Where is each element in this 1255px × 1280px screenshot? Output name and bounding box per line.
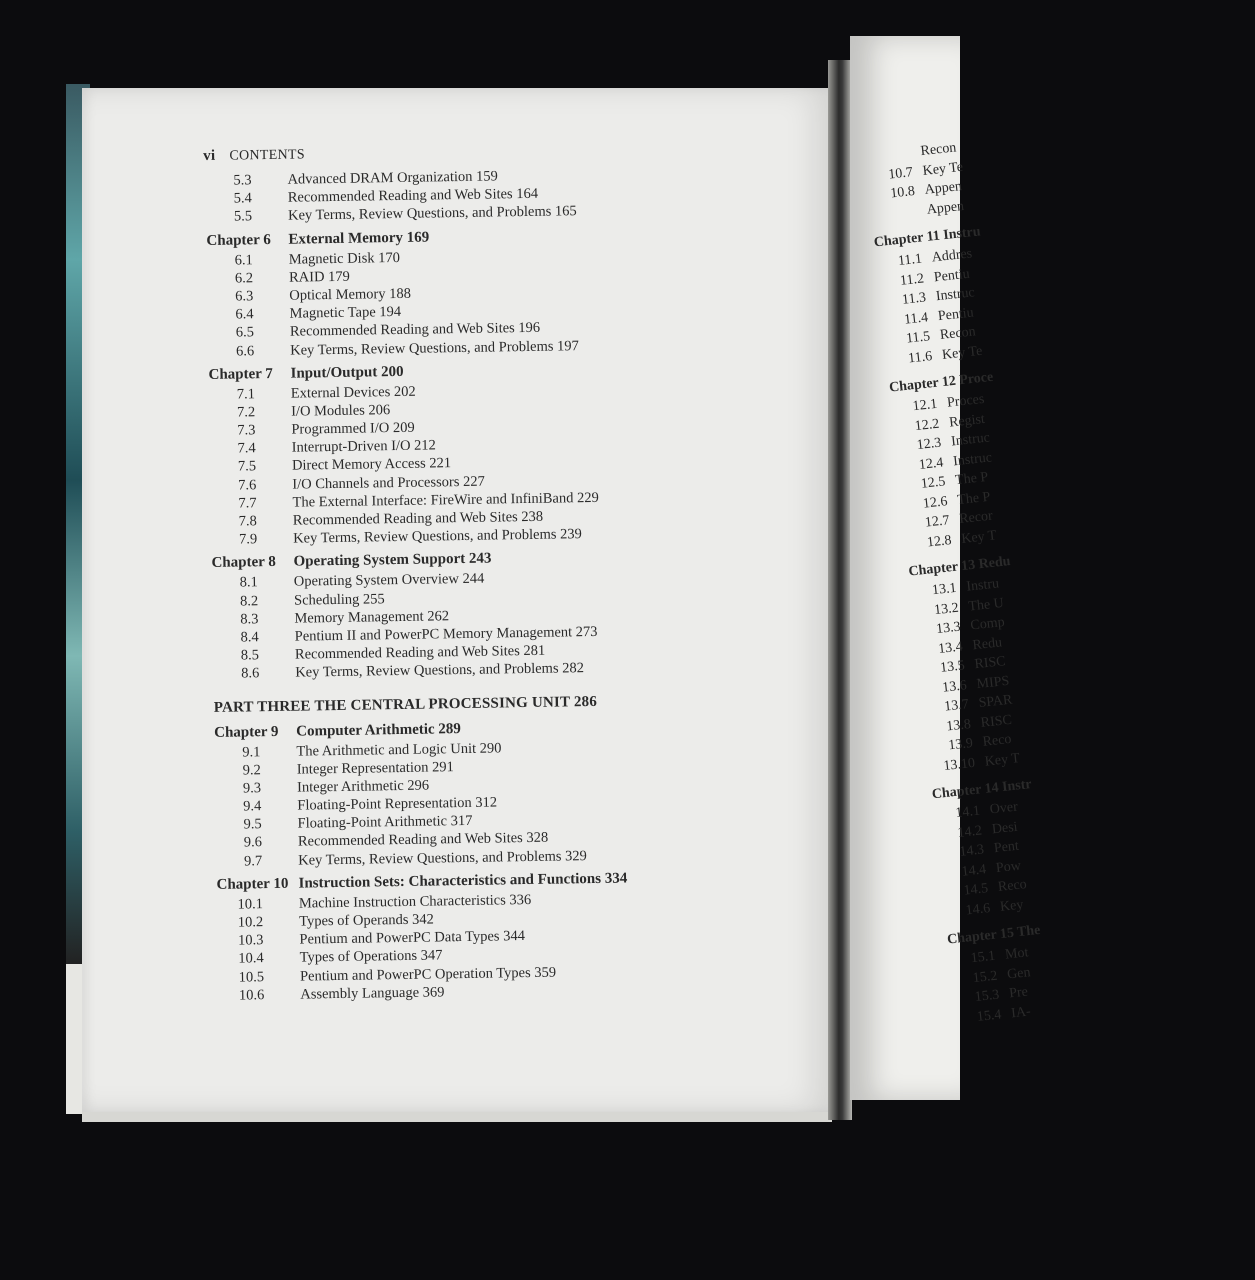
right-section-number: 14.2 bbox=[956, 822, 983, 841]
section-title: Integer Representation 291 bbox=[296, 758, 454, 778]
section-title: Key Terms, Review Questions, and Problems 165 bbox=[287, 203, 577, 225]
right-section-number: 12.8 bbox=[926, 532, 953, 551]
right-section-number: 11.4 bbox=[903, 309, 929, 328]
chapter-label: Chapter 6 bbox=[206, 231, 271, 249]
right-section-title: Redu bbox=[971, 634, 1003, 653]
right-section-number: 14.5 bbox=[962, 881, 989, 899]
right-section-number: 12.4 bbox=[918, 454, 945, 473]
right-toc-chapter-heading: Chapter 15 The bbox=[946, 922, 1042, 948]
toc-chapter-block bbox=[208, 354, 811, 549]
right-page-content bbox=[864, 117, 1255, 1030]
section-number: 7.8 bbox=[238, 513, 257, 530]
right-toc-chapter-heading: Chapter 13 Redu bbox=[907, 553, 1012, 580]
section-title: I/O Modules 206 bbox=[291, 401, 391, 420]
chapter-title: External Memory 169 bbox=[288, 229, 430, 248]
section-number: 8.6 bbox=[241, 665, 260, 682]
section-number: 10.4 bbox=[238, 950, 264, 967]
right-section-title: Mot bbox=[1004, 945, 1030, 963]
section-title: Floating-Point Arithmetic 317 bbox=[297, 813, 473, 832]
section-title: Recommended Reading and Web Sites 164 bbox=[287, 185, 539, 206]
section-number: 10.2 bbox=[237, 914, 264, 931]
section-number: 7.4 bbox=[237, 440, 256, 457]
chapter-title: Operating System Support 243 bbox=[293, 550, 492, 571]
right-section-title: Appen bbox=[926, 198, 965, 218]
section-title: Magnetic Tape 194 bbox=[289, 304, 402, 322]
section-number: 9.3 bbox=[242, 780, 262, 797]
section-number: 7.9 bbox=[238, 531, 258, 548]
section-title: Floating-Point Representation 312 bbox=[297, 794, 498, 814]
section-title: Types of Operands 342 bbox=[299, 911, 434, 930]
right-section-title: SPAR bbox=[977, 692, 1014, 712]
right-section-title: Key T bbox=[984, 750, 1021, 770]
right-section-title: Key bbox=[999, 897, 1025, 915]
right-section-title: Desi bbox=[991, 819, 1019, 837]
right-section-number: 13.1 bbox=[931, 580, 958, 599]
toc-list bbox=[205, 163, 813, 684]
right-section-number bbox=[871, 214, 917, 219]
right-section-number: 12.1 bbox=[912, 396, 938, 415]
section-number: 10.6 bbox=[238, 986, 265, 1004]
section-title: I/O Channels and Processors 227 bbox=[292, 473, 485, 493]
left-page-content bbox=[205, 139, 818, 1008]
right-section-title: Instruc bbox=[950, 430, 991, 450]
section-title: Recommended Reading and Web Sites 196 bbox=[289, 320, 541, 341]
toc-chapter-block bbox=[211, 543, 813, 684]
right-section-number: 12.3 bbox=[916, 435, 943, 454]
right-section-number: 12.6 bbox=[922, 493, 949, 512]
section-title: Assembly Language 369 bbox=[300, 984, 445, 1003]
right-section-title: RISC bbox=[973, 654, 1007, 673]
section-title: Integer Arithmetic 296 bbox=[296, 777, 430, 796]
right-section-title: Instruc bbox=[952, 449, 993, 469]
chapter-label: Chapter 8 bbox=[211, 554, 276, 572]
section-number: 5.3 bbox=[233, 172, 252, 189]
right-section-title: Key Te bbox=[941, 343, 983, 363]
right-section-number: 12.7 bbox=[924, 513, 951, 531]
section-title: Types of Operations 347 bbox=[299, 947, 443, 966]
section-title: Key Terms, Review Questions, and Problems 197 bbox=[290, 337, 579, 359]
section-number: 6.6 bbox=[235, 342, 255, 360]
chapter-label: Chapter 10 bbox=[216, 875, 289, 893]
right-section-number: 10.8 bbox=[889, 183, 916, 202]
section-number: 8.4 bbox=[240, 629, 259, 646]
section-title: The Arithmetic and Logic Unit 290 bbox=[296, 739, 502, 760]
section-number: 7.2 bbox=[236, 404, 256, 421]
right-section-title: Key Te bbox=[921, 159, 964, 179]
right-section-title: RISC bbox=[979, 712, 1013, 731]
section-title: The External Interface: FireWire and InfiniBand 229 bbox=[292, 489, 599, 511]
chapter-title: Instruction Sets: Characteristics and Functions 334 bbox=[298, 870, 628, 892]
right-section-number: 15.4 bbox=[976, 1006, 1003, 1025]
right-section-number: 15.3 bbox=[974, 987, 1001, 1006]
section-title: Scheduling 255 bbox=[293, 590, 385, 609]
section-title: RAID 179 bbox=[288, 268, 350, 286]
section-title: Machine Instruction Characteristics 336 bbox=[298, 891, 532, 912]
section-number: 6.3 bbox=[235, 288, 254, 305]
section-number: 7.1 bbox=[236, 385, 255, 403]
right-section-number: 13.10 bbox=[942, 755, 976, 774]
section-title: Direct Memory Access 221 bbox=[291, 455, 452, 475]
section-number: 5.4 bbox=[233, 190, 252, 207]
section-number: 6.5 bbox=[235, 324, 255, 341]
right-section-number: 14.1 bbox=[954, 803, 981, 822]
right-section-title: Pow bbox=[995, 858, 1022, 876]
right-section-title: The U bbox=[967, 595, 1005, 615]
section-number: 7.6 bbox=[238, 476, 257, 494]
right-section-number: 13.9 bbox=[947, 735, 974, 754]
section-title: Recommended Reading and Web Sites 328 bbox=[297, 830, 549, 851]
right-section-title: Instruc bbox=[935, 285, 976, 305]
right-section-number: 13.7 bbox=[943, 697, 970, 715]
right-section-number: 14.3 bbox=[958, 842, 985, 860]
right-section-number: 11.2 bbox=[899, 270, 925, 289]
section-title: Interrupt-Driven I/O 212 bbox=[291, 437, 436, 456]
right-section-number: 14.4 bbox=[960, 861, 987, 880]
right-toc-chapter-heading: Chapter 12 Proce bbox=[888, 369, 994, 396]
section-title: Memory Management 262 bbox=[294, 607, 450, 627]
right-section-number: 13.2 bbox=[933, 600, 960, 618]
section-title: Key Terms, Review Questions, and Problems 329 bbox=[298, 847, 587, 869]
section-title: Pentium and PowerPC Operation Types 359 bbox=[299, 964, 557, 985]
section-number: 8.5 bbox=[240, 647, 260, 664]
chapter-label: Chapter 7 bbox=[208, 365, 273, 383]
right-section-number: 11.3 bbox=[901, 290, 927, 308]
section-number: 9.1 bbox=[242, 743, 261, 760]
right-section-number: 12.5 bbox=[920, 474, 947, 492]
section-number: 8.1 bbox=[239, 574, 258, 591]
section-title: Recommended Reading and Web Sites 281 bbox=[294, 642, 546, 663]
section-title: Magnetic Disk 170 bbox=[288, 249, 401, 268]
toc-chapter-block bbox=[216, 864, 818, 1005]
right-section-title: The P bbox=[954, 469, 989, 489]
section-title: Optical Memory 188 bbox=[289, 285, 412, 304]
section-number: 6.2 bbox=[234, 270, 254, 287]
right-section-title: MIPS bbox=[975, 673, 1010, 692]
section-number: 10.3 bbox=[237, 932, 264, 949]
right-section-title: Key T bbox=[960, 527, 998, 547]
chapter-label: Chapter 9 bbox=[214, 723, 279, 741]
right-section-number: 13.5 bbox=[939, 658, 966, 676]
right-section-title: Appen bbox=[923, 179, 963, 198]
right-section-number bbox=[865, 156, 911, 161]
right-section-title: Pent bbox=[993, 838, 1020, 857]
section-number: 8.3 bbox=[240, 610, 259, 628]
right-section-title: Regist bbox=[948, 411, 986, 431]
section-title: Key Terms, Review Questions, and Problems 239 bbox=[293, 526, 582, 547]
section-number: 10.5 bbox=[238, 968, 265, 986]
section-title: Key Terms, Review Questions, and Problems 282 bbox=[295, 660, 585, 681]
right-page bbox=[850, 36, 1042, 1100]
book-gutter bbox=[828, 60, 852, 1120]
toc-chapter-block bbox=[205, 163, 806, 227]
right-section-title: IA- bbox=[1010, 1003, 1032, 1021]
section-number: 7.5 bbox=[237, 458, 257, 475]
right-section-title: Gen bbox=[1006, 964, 1032, 983]
right-section-number: 15.2 bbox=[972, 968, 999, 986]
right-section-title: Reco bbox=[981, 731, 1013, 750]
section-title: Operating System Overview 244 bbox=[293, 571, 485, 591]
right-section-number: 11.1 bbox=[897, 251, 923, 270]
right-section-title: Over bbox=[989, 799, 1019, 818]
section-number: 6.1 bbox=[234, 251, 253, 269]
right-section-title: Proces bbox=[946, 391, 986, 411]
page-number: vi bbox=[203, 147, 216, 165]
right-section-title: Recon bbox=[919, 140, 958, 160]
right-section-number: 13.4 bbox=[937, 638, 964, 657]
right-section-title: Pre bbox=[1008, 984, 1029, 1002]
part-heading: PART THREE THE CENTRAL PROCESSING UNIT 286 bbox=[213, 693, 598, 716]
right-section-number: 12.2 bbox=[914, 416, 941, 434]
right-section-title: Addres bbox=[931, 246, 973, 266]
section-title: Pentium and PowerPC Data Types 344 bbox=[299, 928, 526, 948]
section-title: External Devices 202 bbox=[290, 383, 416, 402]
right-section-number: 14.6 bbox=[964, 900, 991, 918]
section-number: 7.3 bbox=[237, 422, 256, 439]
section-title: Programmed I/O 209 bbox=[291, 419, 415, 438]
toc-chapter-block bbox=[214, 712, 816, 871]
section-title: Advanced DRAM Organization 159 bbox=[287, 168, 498, 188]
right-section-title: Reco bbox=[997, 877, 1028, 895]
section-number: 8.2 bbox=[239, 592, 259, 610]
chapter-title: Input/Output 200 bbox=[290, 363, 404, 382]
right-section-number: 11.6 bbox=[907, 348, 933, 366]
right-section-title: Instru bbox=[965, 576, 1000, 595]
section-number: 9.7 bbox=[243, 852, 263, 870]
right-section-number: 15.1 bbox=[970, 948, 996, 967]
right-section-title: Pentiu bbox=[933, 266, 971, 285]
section-number: 9.6 bbox=[243, 834, 263, 851]
chapter-title: Computer Arithmetic 289 bbox=[296, 720, 461, 740]
section-number: 7.7 bbox=[238, 495, 257, 512]
section-number: 6.4 bbox=[235, 306, 254, 323]
right-section-number: 13.6 bbox=[941, 677, 968, 696]
right-toc-chapter-heading: Chapter 11 Instru bbox=[873, 224, 982, 251]
section-title: Recommended Reading and Web Sites 238 bbox=[292, 508, 544, 529]
right-section-number: 11.5 bbox=[905, 329, 931, 347]
right-section-title: Pentiu bbox=[937, 304, 975, 324]
section-title: Pentium II and PowerPC Memory Management 273 bbox=[294, 623, 598, 645]
right-section-title: The P bbox=[956, 489, 991, 508]
section-number: 9.5 bbox=[243, 816, 262, 833]
section-number: 9.4 bbox=[243, 798, 262, 815]
right-section-number: 13.3 bbox=[935, 619, 962, 638]
right-section-title: Comp bbox=[969, 614, 1006, 634]
toc-chapter-block bbox=[206, 220, 808, 361]
right-toc-chapter-heading: Chapter 14 Instr bbox=[931, 777, 1033, 803]
right-section-title: Recon bbox=[939, 324, 977, 344]
right-section-number: 10.7 bbox=[887, 164, 914, 183]
section-number: 5.5 bbox=[233, 208, 253, 225]
right-section-title: Recor bbox=[958, 508, 994, 528]
running-head-title: CONTENTS bbox=[229, 147, 306, 164]
section-number: 10.1 bbox=[237, 895, 264, 913]
section-number: 9.2 bbox=[242, 761, 261, 779]
right-section-number: 13.8 bbox=[945, 716, 972, 735]
toc-list-part-three bbox=[214, 712, 818, 1005]
